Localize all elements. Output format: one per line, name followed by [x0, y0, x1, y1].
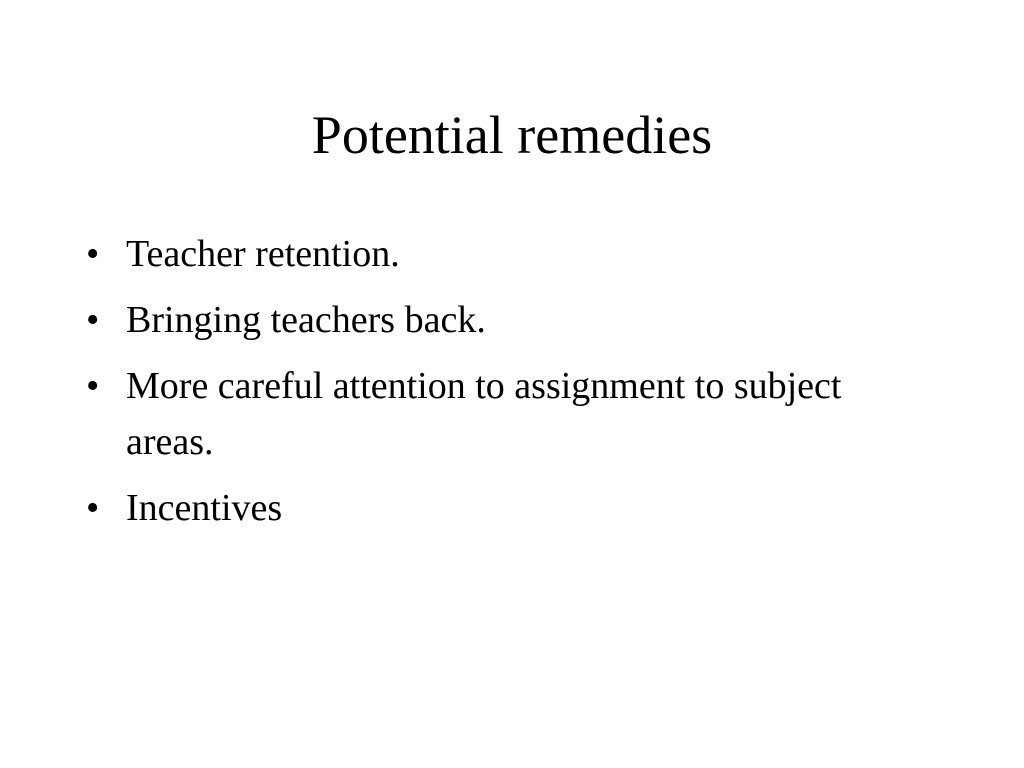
- bullet-icon: •: [86, 233, 100, 275]
- bullet-text: Teacher retention.: [126, 233, 400, 275]
- bullet-text: More careful attention to assignment to subject areas.: [126, 365, 842, 463]
- slide-title: Potential remedies: [311, 105, 713, 165]
- bullet-icon: •: [86, 365, 100, 407]
- bullet-item: [86, 358, 936, 470]
- bullet-item: [86, 292, 936, 348]
- bullet-text: Bringing teachers back.: [126, 299, 486, 341]
- bullet-item: [86, 226, 936, 282]
- bullet-text: Incentives: [126, 487, 283, 529]
- bullet-list: [86, 226, 936, 546]
- bullet-icon: •: [86, 299, 100, 341]
- bullet-item: [86, 480, 936, 536]
- bullet-icon: •: [86, 487, 100, 529]
